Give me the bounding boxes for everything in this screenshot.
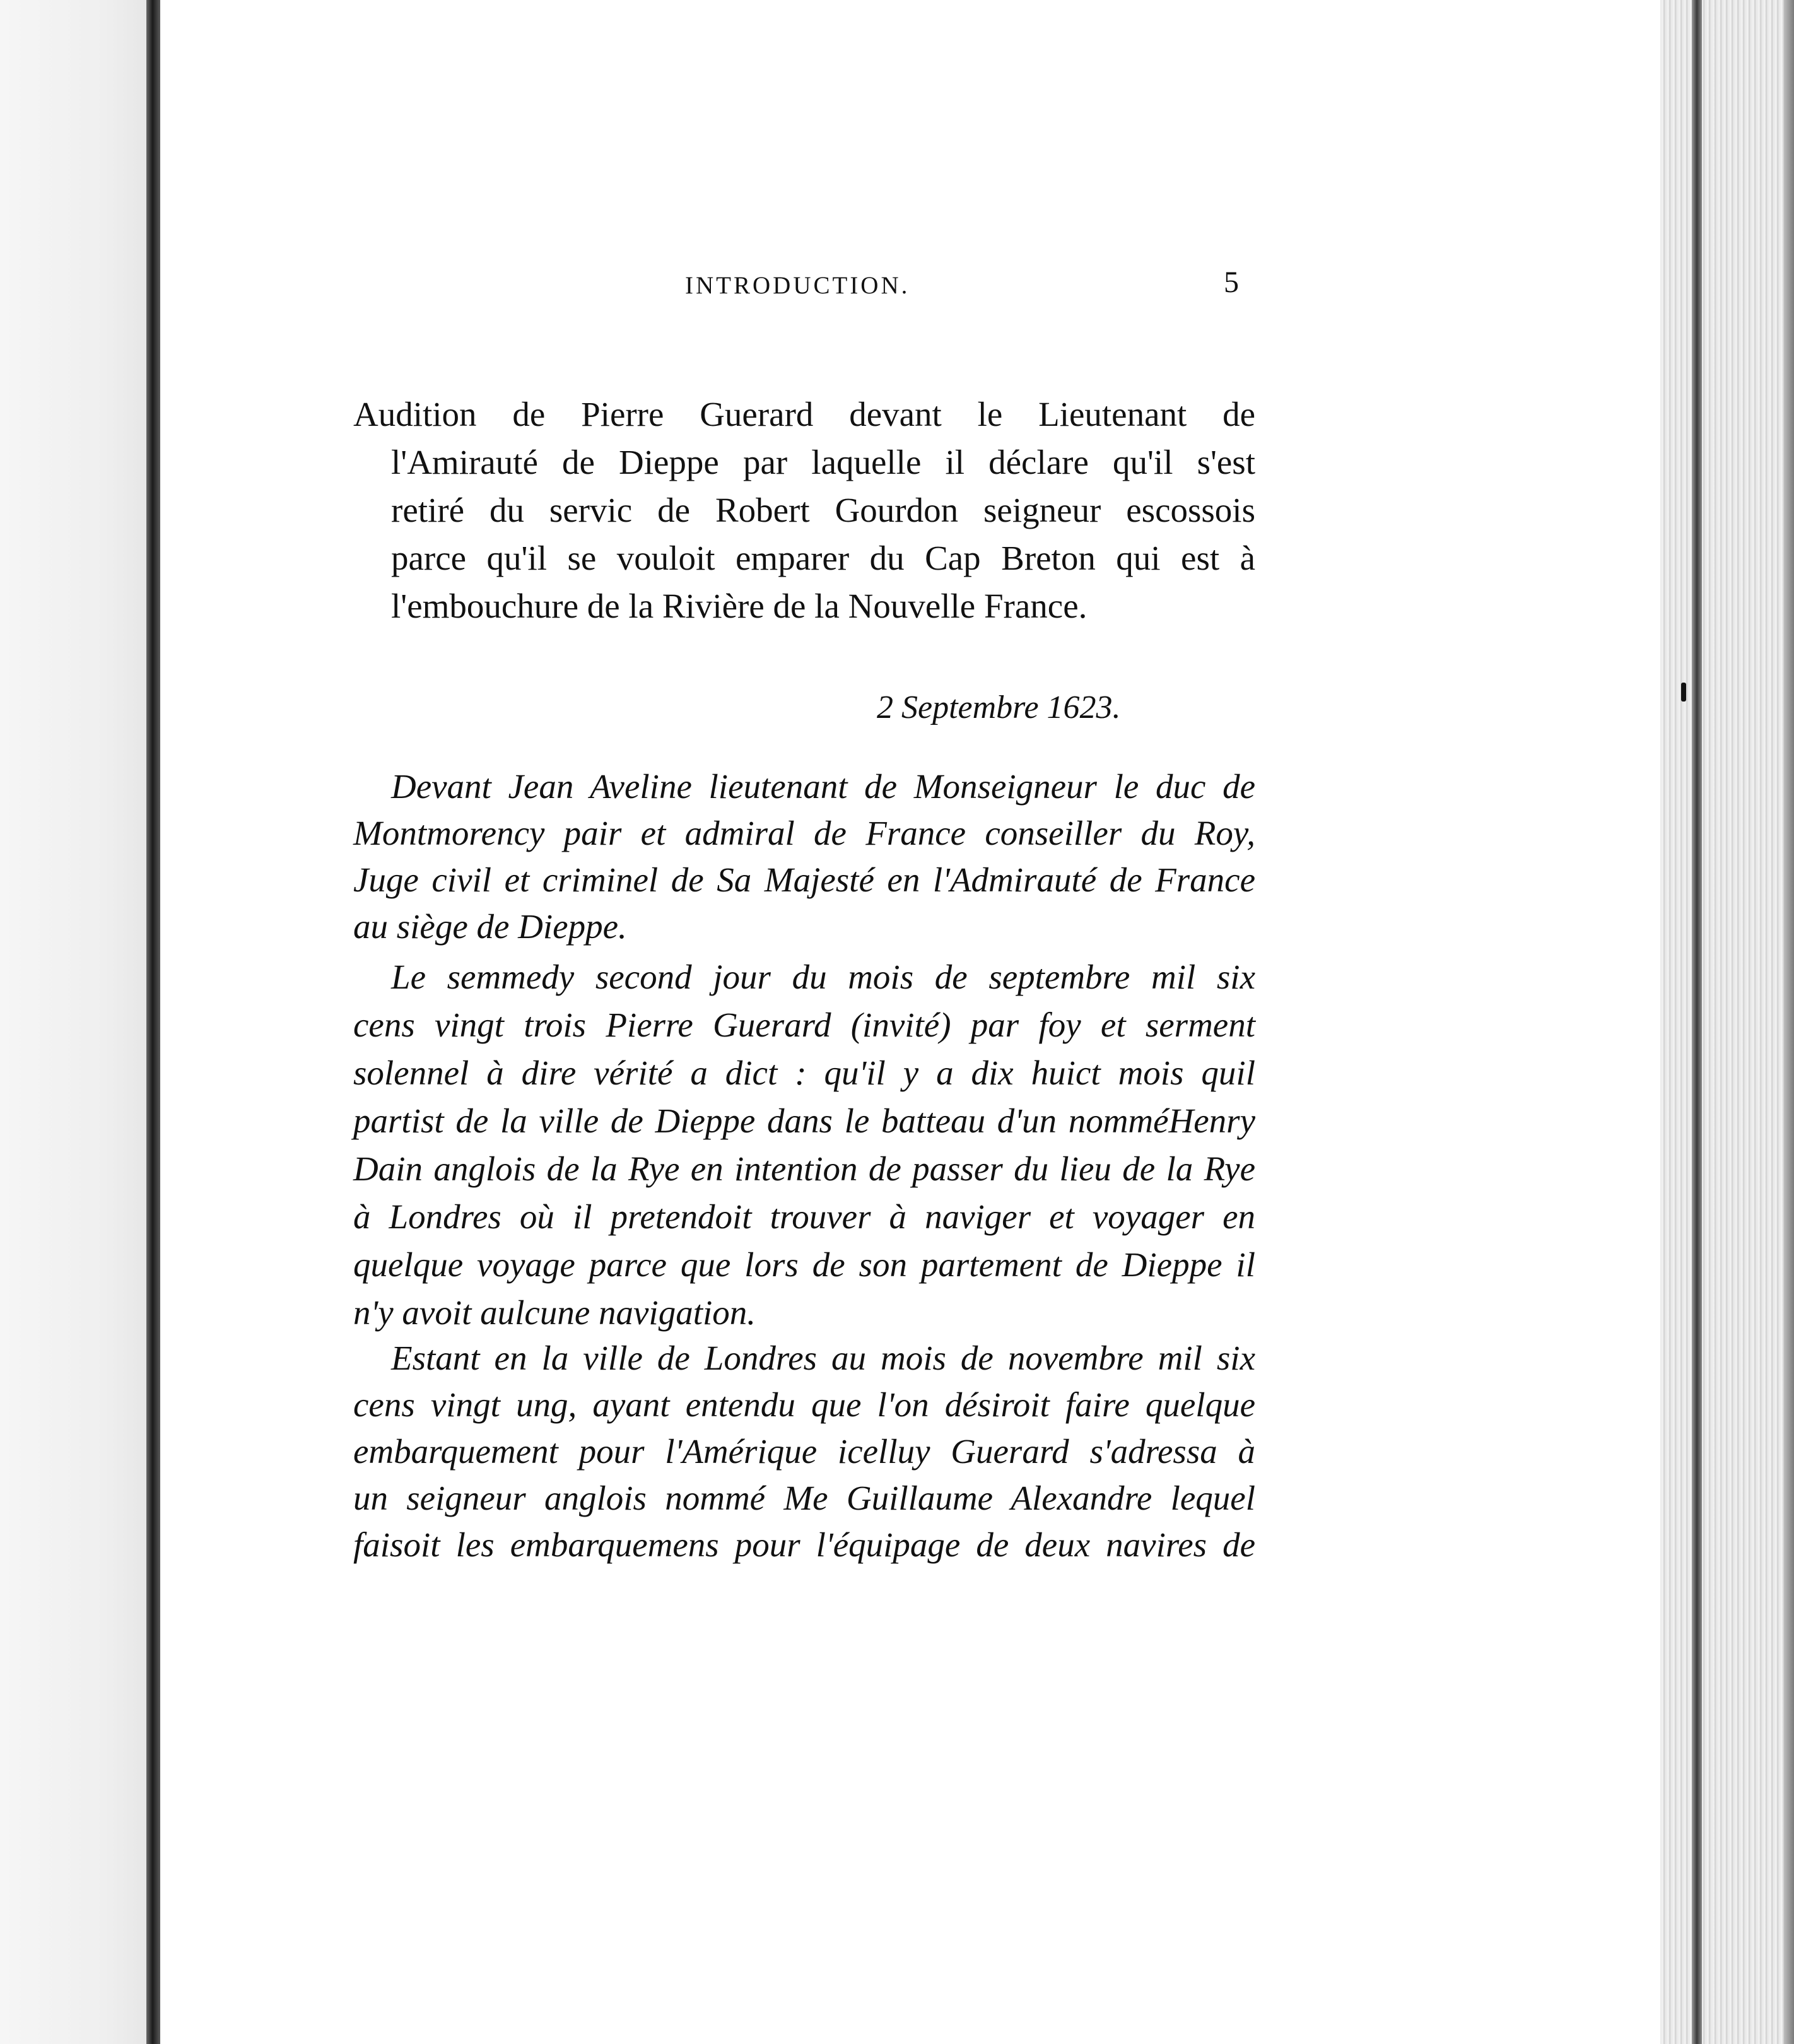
paragraph-line: partist de la ville de Dieppe dans le batteau d'un nomméHenry (353, 1101, 1255, 1140)
page-number: 5 (1224, 266, 1239, 299)
summary-line: retiré du servic de Robert Gourdon seigneur escossois (391, 491, 1255, 529)
running-head: INTRODUCTION. (685, 272, 910, 299)
paragraph-line: cens vingt ung, ayant entendu que l'on désiroit faire quelque (353, 1385, 1255, 1424)
paragraph-line: quelque voyage parce que lors de son partement de Dieppe il (353, 1245, 1255, 1284)
paragraph-line: Devant Jean Aveline lieutenant de Monseigneur le duc de (391, 767, 1255, 806)
summary-line: parce qu'il se vouloit emparer du Cap Breton qui est à (391, 539, 1255, 577)
paragraph-line: Juge civil et criminel de Sa Majesté en l'Admirauté de France (353, 860, 1255, 899)
paragraph-line: Dain anglois de la Rye en intention de passer du lieu de la Rye (353, 1149, 1255, 1188)
summary-line: l'embouchure de la Rivière de la Nouvelle France. (391, 587, 1088, 625)
summary-line: Audition de Pierre Guerard devant le Lieutenant de (353, 395, 1255, 433)
paragraph-line: un seigneur anglois nommé Me Guillaume Alexandre lequel (353, 1479, 1255, 1517)
paragraph-line: faisoit les embarquemens pour l'équipage de deux navires de (353, 1525, 1255, 1564)
paragraph-line: Estant en la ville de Londres au mois de novembre mil six (391, 1339, 1255, 1377)
date: 2 Septembre 1623. (877, 690, 1121, 725)
edge-mark (1681, 683, 1686, 702)
page-edges (1660, 0, 1794, 2044)
paragraph-line: Montmorency pair et admiral de France conseiller du Roy, (353, 814, 1255, 852)
paragraph-line: au siège de Dieppe. (353, 907, 627, 946)
book-gutter (146, 0, 160, 2044)
paragraph-line: embarquement pour l'Amérique icelluy Guerard s'adressa à (353, 1432, 1255, 1471)
paragraph-line: n'y avoit aulcune navigation. (353, 1293, 756, 1332)
left-facing-page (0, 0, 150, 2044)
paragraph-line: cens vingt trois Pierre Guerard (invité) par foy et serment (353, 1006, 1255, 1044)
paragraph-line: Le semmedy second jour du mois de septembre mil six (391, 958, 1255, 996)
paragraph-line: à Londres où il pretendoit trouver à naviger et voyager en (353, 1197, 1255, 1236)
paragraph-line: solennel à dire vérité a dict : qu'il y a dix huict mois quil (353, 1054, 1255, 1092)
summary-line: l'Amirauté de Dieppe par laquelle il déclare qu'il s'est (391, 443, 1255, 481)
